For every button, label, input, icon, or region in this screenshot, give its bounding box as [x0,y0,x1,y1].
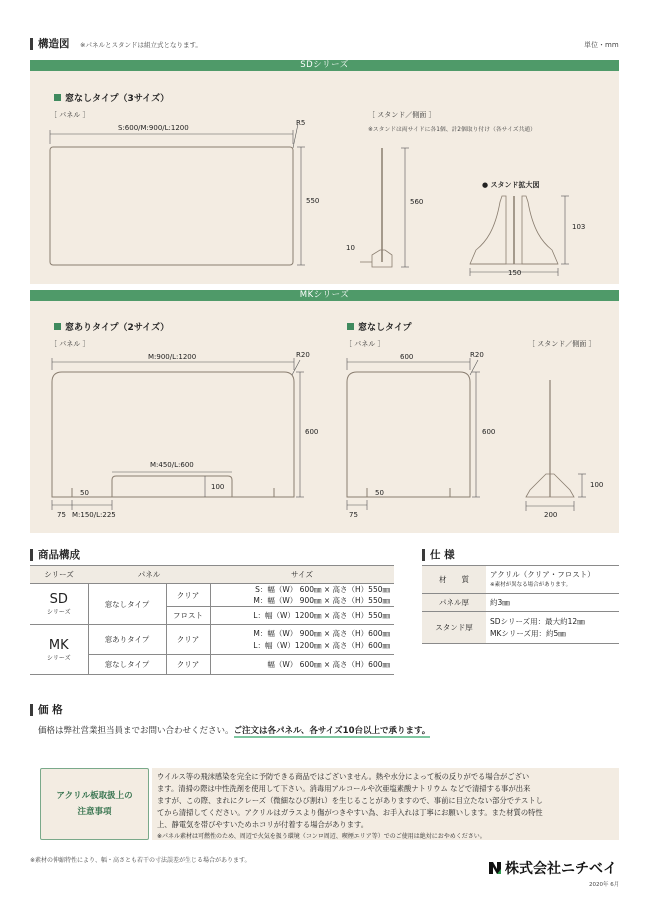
sd-width-dim: S:600/M:900/L:1200 [118,124,189,132]
caution-title-box: アクリル板取扱上の 注意事項 [40,768,149,840]
sd-stand-label: ［ スタンド／側面 ］ [368,111,436,119]
specs-heading: 仕 様 [422,547,455,562]
sd-zoom-height: 103 [572,223,586,231]
header-series: シリーズ [30,566,88,584]
mk-right-margin: 75 [349,511,358,519]
header-panel: パネル [88,566,210,584]
sd-drawing [30,112,619,284]
products-table [30,565,394,675]
sd-stand-foot: 10 [346,244,355,252]
mk-left-margin: 75 [57,511,66,519]
mk-right-height: 600 [482,428,496,436]
sd-panel-label: ［ パネル ］ [50,111,90,119]
price-text: 価格は弊社営業担当員までお問い合わせください。ご注文は各パネル、各サイズ10台以上で承ります。 [38,726,431,736]
mk-window-height: 100 [211,483,225,491]
mk-foot-height: 50 [80,489,89,497]
mk-right-radius: R20 [470,351,484,359]
mk-left-title: 窓ありタイプ（2サイズ） [54,320,169,333]
mk-left-inner: M:150/L:225 [72,511,116,519]
footer-note: ※素材の伸縮特性により、幅・高さとも若干の寸法誤差が生じる場合があります。 [30,857,251,864]
sd-radius: R5 [296,119,306,127]
spec-thickness-label: パネル厚 [422,594,486,612]
mk-left-height: 600 [305,428,319,436]
sd-zoom-label: ● スタンド拡大図 [482,181,540,189]
sd-sizes-clear: S：幅（W） 600㎜ × 高さ（H）550㎜ M：幅（W） 900㎜ × 高さ（H）550㎜ [210,584,394,607]
mk-left-radius: R20 [296,351,310,359]
mk-series-bar: MKシリーズ [30,290,619,301]
spec-material-label: 材 質 [422,566,486,594]
caution-text-box: ウイルス等の飛沫感染を完全に予防できる商品ではございません。熱や水分によって板の反りがでる場合がござい ます。清掃の際は中性洗剤を使用して下さい。消毒用アルコールや次亜塩素酸ナトリウム などで清掃する事が出来 ますが、この際、まれにクレーズ（微細なひび割れ）を生じることがありますので、事前に目立たない部分でテストし てから清掃してください。アクリルはガラスより傷がつきやすい為、お手入れは丁寧にお願いします。また材質の特性 上、静電気を帯びやすいためホコリが付着する場合があります。 ※パネル素材は可燃性のため、周辺で火気を扱う環境（コンロ周辺、喫煙エリア等）でのご使用は絶対におやめください。 [152,768,619,840]
spec-material: アクリル（クリア・フロスト） ※素材が異なる場合があります。 [486,566,619,594]
series-sd: SD シリーズ [30,584,88,625]
footer-date: 2020年 6月 [589,882,620,888]
sd-zoom-width: 150 [508,269,522,277]
mk-panel-window: 窓ありタイプ [88,625,166,655]
specs-table [422,565,619,644]
spec-stand-label: スタンド厚 [422,612,486,644]
company-logo: 株式会社ニチベイ [488,858,617,878]
products-heading: 商品構成 [30,547,80,562]
mk-finish-window: クリア [166,625,210,655]
spec-thickness: 約3㎜ [486,594,619,612]
sd-finish-frost: フロスト [166,607,210,625]
spec-stand: SDシリーズ用：最大約12㎜ MKシリーズ用：約5㎜ [486,612,619,644]
sd-panel-shape [50,147,293,265]
mk-stand-label: ［ スタンド／側面 ］ [528,340,596,348]
price-heading: 価 格 [30,702,63,717]
unit-label: 単位・mm [584,41,619,49]
sd-type-title: 窓なしタイプ（3サイズ） [54,91,169,104]
mk-right-title: 窓なしタイプ [347,320,412,333]
mk-right-width: 600 [400,353,414,361]
series-mk: MK シリーズ [30,625,88,675]
mk-right-foot-height: 50 [375,489,384,497]
sd-series-bar: SDシリーズ [30,60,619,71]
structure-heading: 構造図 [30,36,70,51]
mk-right-panel-label: ［ パネル ］ [345,340,385,348]
sd-height-dim: 550 [306,197,320,205]
mk-window-width: M:450/L:600 [150,461,194,469]
mk-sizes-nowindow: 幅（W） 600㎜ × 高さ（H）600㎜ [210,655,394,675]
company-logo-icon [488,861,502,875]
header-size: サイズ [210,566,394,584]
sd-sizes-frost: L：幅（W）1200㎜ × 高さ（H）550㎜ [210,607,394,625]
price-emphasis: ご注文は各パネル、各サイズ10台以上で承ります。 [233,726,431,736]
sd-panel: 窓なしタイプ [88,584,166,625]
mk-finish-nowindow: クリア [166,655,210,675]
mk-sizes-window: M：幅（W） 900㎜ × 高さ（H）600㎜ L：幅（W）1200㎜ × 高さ（H）600㎜ [210,625,394,655]
structure-note: ※パネルとスタンドは組立式となります。 [80,41,202,49]
mk-stand-width: 200 [544,511,558,519]
sd-stand-height: 560 [410,198,424,206]
sd-finish-clear: クリア [166,584,210,607]
mk-panel-nowindow: 窓なしタイプ [88,655,166,675]
mk-left-width: M:900/L:1200 [148,353,197,361]
mk-stand-height: 100 [590,481,604,489]
sd-stand-note: ※スタンドは両サイドに各1個、計2個取り付け（各サイズ共通） [368,127,536,133]
mk-left-panel-label: ［ パネル ］ [50,340,90,348]
mk-drawing [30,340,619,530]
